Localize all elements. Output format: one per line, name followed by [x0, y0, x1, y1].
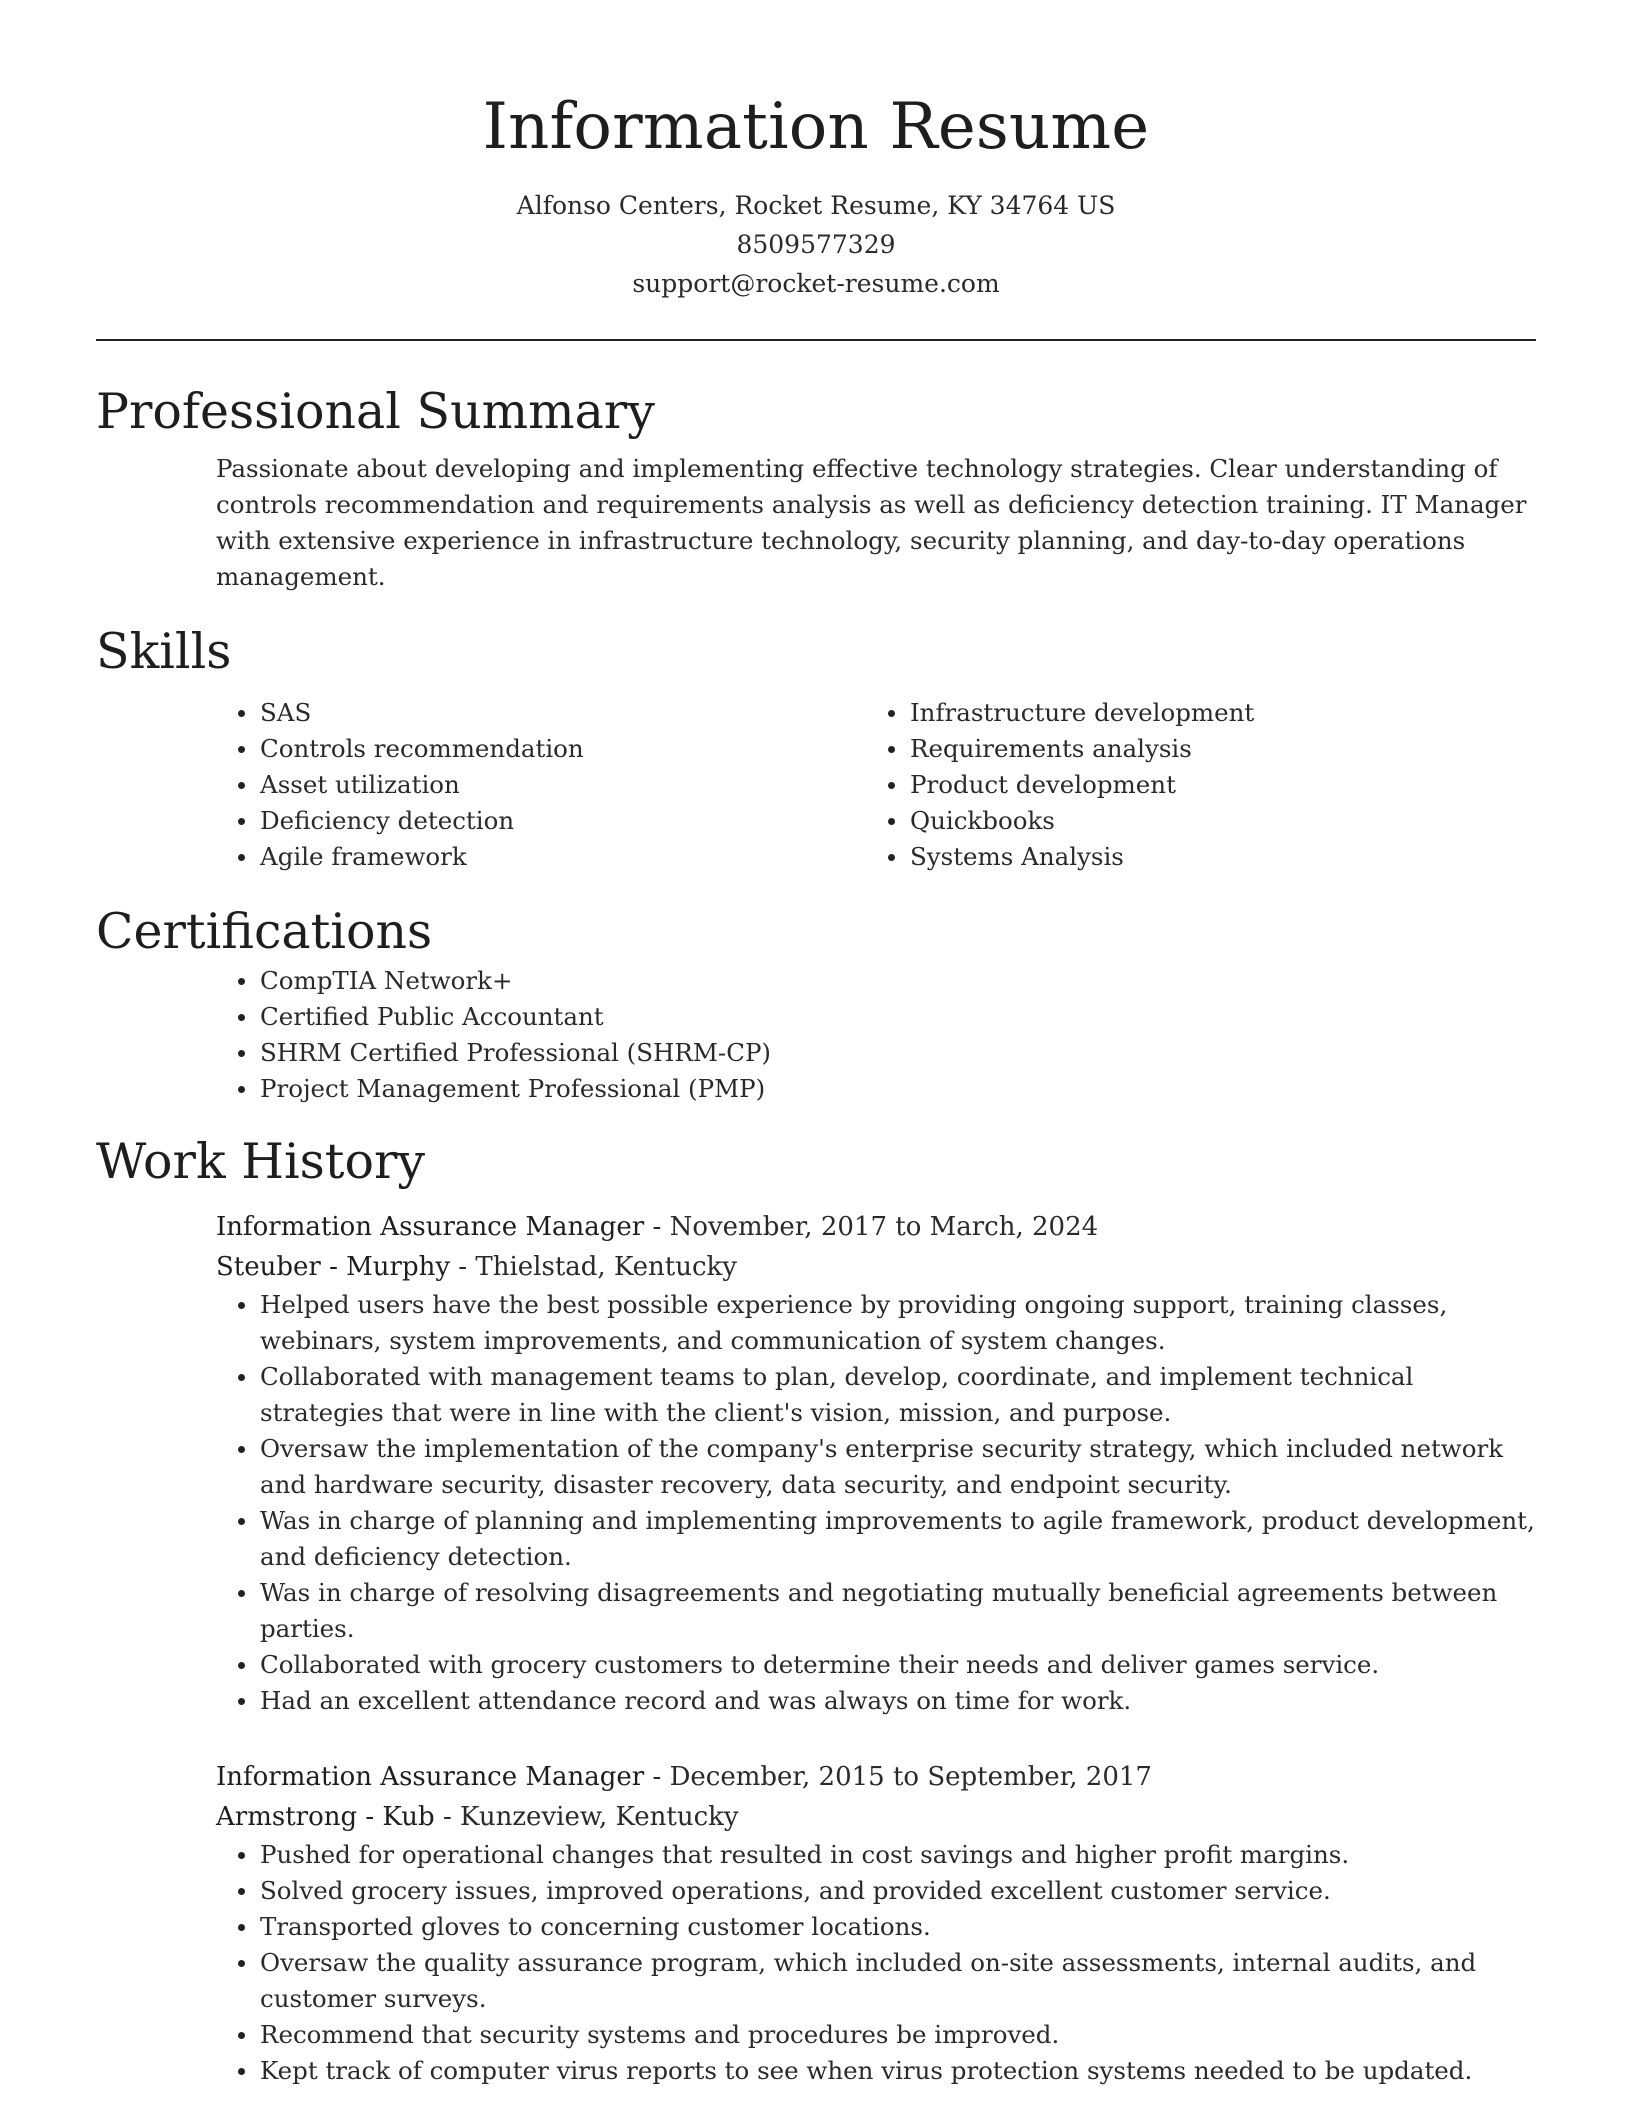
skill-item: Infrastructure development: [910, 695, 1396, 731]
section-heading-certifications: Certifications: [96, 903, 433, 960]
contact-block: [96, 186, 1536, 303]
job-location: Kunzeview, Kentucky: [460, 1802, 739, 1832]
job-company: Armstrong - Kub: [216, 1802, 435, 1832]
job-dates: November, 2017 to March, 2024: [669, 1212, 1099, 1242]
certification-item: CompTIA Network+: [260, 963, 1536, 999]
job-location: Thielstad, Kentucky: [475, 1252, 737, 1282]
job-company-line: Steuber - Murphy - Thielstad, Kentucky: [216, 1252, 737, 1282]
skill-item: SAS: [260, 695, 746, 731]
job-bullet: Solved grocery issues, improved operations, and provided excellent customer service.: [260, 1873, 1536, 1909]
job-header: [216, 1757, 1536, 1837]
job-bullet: Was in charge of resolving disagreements and negotiating mutually beneficial agreements between parties.: [260, 1575, 1536, 1647]
summary-text: Passionate about developing and implementing effective technology strategies. Clear understanding of controls recommendation and requirements analysis as well as deficiency detection training. IT Manager with extensive experience in infrastructure technology, security planning, and day-to-day operations management.: [216, 454, 1527, 591]
job-dates: December, 2015 to September, 2017: [669, 1762, 1152, 1792]
job-bullet: Collaborated with management teams to plan, develop, coordinate, and implement technical strategies that were in line with the client's vision, mission, and purpose.: [260, 1359, 1536, 1431]
job-title-line: Information Assurance Manager - December, 2015 to September, 2017: [216, 1762, 1152, 1792]
job-bullet: Transported gloves to concerning customer locations.: [260, 1909, 1536, 1945]
job-bullet: Helped users have the best possible experience by providing ongoing support, training classes, webinars, system improvements, and communication of system changes.: [260, 1287, 1536, 1359]
job-bullet: Was in charge of planning and implementing improvements to agile framework, product development, and deficiency detection.: [260, 1503, 1536, 1575]
job-header: [216, 1207, 1536, 1287]
certifications-list: [96, 963, 1536, 1107]
job-bullet: Oversaw the implementation of the company's enterprise security strategy, which included network and hardware security, disaster recovery, data security, and endpoint security.: [260, 1431, 1536, 1503]
resume-title: Information Resume: [482, 90, 1150, 164]
resume-page: [96, 0, 1536, 2112]
job-company: Steuber - Murphy: [216, 1252, 451, 1282]
job-bullet: Kept track of computer virus reports to see when virus protection systems needed to be updated.: [260, 2053, 1536, 2089]
skill-item: Controls recommendation: [260, 731, 746, 767]
contact-address: Alfonso Centers, Rocket Resume, KY 34764 US: [516, 191, 1116, 220]
job-bullet: Recommend that security systems and procedures be improved.: [260, 2017, 1536, 2053]
certification-item: SHRM Certified Professional (SHRM-CP): [260, 1035, 1536, 1071]
job-title: Information Assurance Manager: [216, 1762, 645, 1792]
header-divider: [96, 339, 1536, 341]
section-heading-summary: Professional Summary: [96, 383, 655, 440]
job-entry: [96, 1757, 1536, 2089]
certification-item: Certified Public Accountant: [260, 999, 1536, 1035]
job-bullet: Pushed for operational changes that resulted in cost savings and higher profit margins.: [260, 1837, 1536, 1873]
section-professional-summary: [96, 381, 1536, 595]
skill-item: Quickbooks: [910, 803, 1396, 839]
skill-item: Product development: [910, 767, 1396, 803]
certification-item: Project Management Professional (PMP): [260, 1071, 1536, 1107]
job-bullet: Collaborated with grocery customers to determine their needs and deliver games service.: [260, 1647, 1536, 1683]
skill-item: Deficiency detection: [260, 803, 746, 839]
contact-email: support@rocket-resume.com: [632, 269, 1000, 298]
skill-item: Agile framework: [260, 839, 746, 875]
job-entry: [96, 1207, 1536, 1719]
job-bullets: [96, 1287, 1536, 1719]
section-work-history: [96, 1131, 1536, 2089]
skills-grid: [96, 695, 1536, 875]
job-title: Information Assurance Manager: [216, 1212, 645, 1242]
job-title-line: Information Assurance Manager - November, 2017 to March, 2024: [216, 1212, 1099, 1242]
skill-item: Requirements analysis: [910, 731, 1396, 767]
section-heading-skills: Skills: [96, 623, 232, 680]
section-heading-work-history: Work History: [96, 1133, 426, 1190]
resume-header: [96, 0, 1536, 303]
job-company-line: Armstrong - Kub - Kunzeview, Kentucky: [216, 1802, 739, 1832]
section-skills: [96, 621, 1536, 875]
skills-column-right: [746, 695, 1396, 875]
skill-item: Systems Analysis: [910, 839, 1396, 875]
skills-column-left: [96, 695, 746, 875]
section-certifications: [96, 901, 1536, 1107]
contact-phone: 8509577329: [736, 230, 896, 259]
job-bullets: [96, 1837, 1536, 2089]
skill-item: Asset utilization: [260, 767, 746, 803]
job-bullet: Oversaw the quality assurance program, which included on-site assessments, internal audits, and customer surveys.: [260, 1945, 1536, 2017]
job-bullet: Had an excellent attendance record and was always on time for work.: [260, 1683, 1536, 1719]
